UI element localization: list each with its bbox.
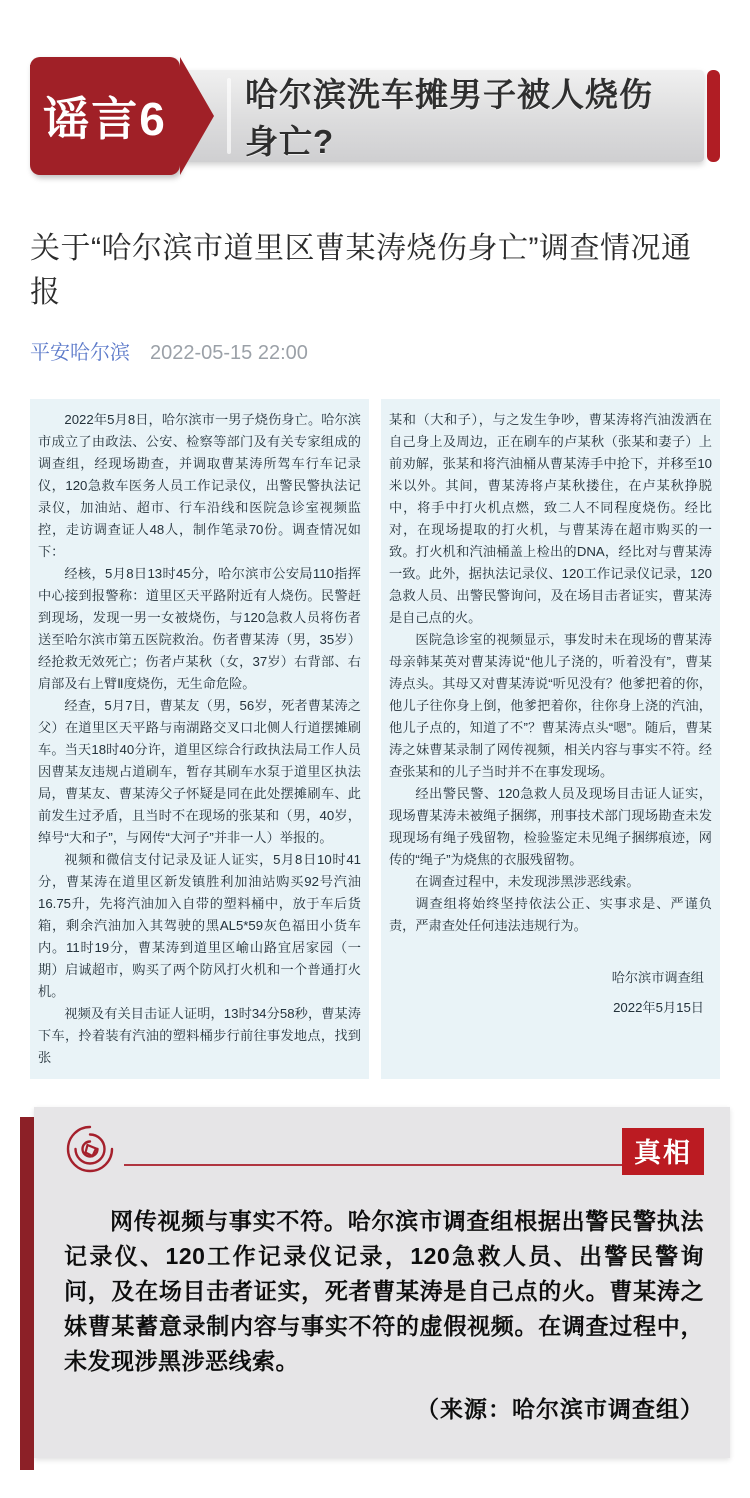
notice-left-column xyxy=(30,399,369,1079)
notice-paragraph: 医院急诊室的视频显示，事发时未在现场的曹某涛母亲韩某英对曹某涛说“他儿子浇的，听着没有”，曹某涛点头。其母又对曹某涛说“听见没有？他爹把着的你，他儿子往你身上倒，他爹把着你，往你身上浇的汽油，他儿子点的，知道了不”？曹某涛点头“嗯”。随后，曹某涛之妹曹某录制了网传视频，相关内容与事实不符。经查张某和的儿子当时并不在事发现场。 xyxy=(389,632,712,779)
notice-paragraph: 视频和微信支付记录及证人证实，5月8日10时41分，曹某涛在道里区新发镇胜利加油站购买92号汽油16.75升，先将汽油加入自带的塑料桶中，放于车后货箱，剩余汽油加入其驾驶的黑AL5*59灰色福田小货车内。11时19分，曹某涛到道里区崳山路宜居家园（一期）启诚超市，购买了两个防风打火机和一个普通打火机。 xyxy=(38,852,361,999)
banner-red-endcap xyxy=(707,70,720,162)
notice-right-column xyxy=(381,399,720,1079)
signature-line: 哈尔滨市调查组 xyxy=(611,970,704,985)
notice-paragraph: 2022年5月8日，哈尔滨市一男子烧伤身亡。哈尔滨市成立了由政法、公安、检察等部门及有关专家组成的调查组，经现场勘查，并调取曹某涛所驾车行车记录仪，120急救车医务人员工作记录仪，出警民警执法记录仪，加油站、超市、行车沿线和医院急诊室视频监控，走访调查证人48人，制作笔录70份。调查情况如下： xyxy=(38,412,361,559)
truth-source: （来源：哈尔滨市调查组） xyxy=(416,1396,704,1422)
right-column-paragraphs xyxy=(389,409,712,937)
rumor-banner xyxy=(30,57,720,175)
byline xyxy=(30,336,720,365)
page xyxy=(0,57,750,1498)
rumor-question-title: 哈尔滨洗车摊男子被人烧伤身亡? xyxy=(245,76,653,160)
truth-badge: 真相 xyxy=(622,1128,704,1175)
rumor-number-box xyxy=(30,57,180,175)
notice-paragraph: 经查，5月7日，曹某友（男，56岁，死者曹某涛之父）在道里区天平路与南湖路交叉口北侧人行道摆摊刷车。当天18时40分许，道里区综合行政执法局工作人员因曹某友违规占道刷车，暂存其刷车水泵于道里区执法局，曹某友、曹某涛父子怀疑是同在此处摆摊刷车、此前发生过矛盾，且当时不在现场的张某和（男，40岁，绰号“大和子”，与网传“大河子”并非一人）举报的。 xyxy=(38,698,361,845)
notice-paragraph: 经核，5月8日13时45分，哈尔滨市公安局110指挥中心接到报警称：道里区天平路附近有人烧伤。民警赶到现场，发现一男一女被烧伤，与120急救人员将伤者送至哈尔滨市第五医院救治。伤者曹某涛（男，35岁）经抢救无效死亡；伤者卢某秋（女，37岁）右背部、右肩部及右上臂Ⅱ度烧伤，无生命危险。 xyxy=(38,566,361,691)
truth-left-red-stripe xyxy=(20,1117,34,1470)
notice-paragraph: 某和（大和子），与之发生争吵，曹某涛将汽油泼洒在自己身上及周边，正在刷车的卢某秋（张某和妻子）上前劝解，张某和将汽油桶从曹某涛手中抢下，并移至10米以外。其间，曹某涛将卢某秋搂住，在卢某秋挣脱中，将手中打火机点燃，致二人不同程度烧伤。经比对，在现场提取的打火机，与曹某涛在超市购买的一致。打火机和汽油桶盖上检出的DNA，经比对与曹某涛一致。此外，据执法记录仪、120工作记录仪记录，120急救人员、出警民警询问，及在场目击者证实，曹某涛是自己点的火。 xyxy=(389,412,712,625)
truth-section xyxy=(34,1107,730,1458)
notice-paragraph: 视频及有关目击证人证明，13时34分58秒，曹某涛下车，拎着装有汽油的塑料桶步行前往事发地点，找到张 xyxy=(38,1006,361,1065)
notice-paragraph: 调查组将始终坚持依法公正、实事求是、严谨负责，严肃查处任何违法违规行为。 xyxy=(389,896,712,933)
truth-divider-line xyxy=(124,1164,624,1166)
page-title: 关于“哈尔滨市道里区曹某涛烧伤身亡”调查情况通报 xyxy=(30,232,692,309)
truth-box xyxy=(34,1107,730,1458)
publish-timestamp: 2022-05-15 22:00 xyxy=(150,342,308,364)
notice-paragraph: 经出警民警、120急救人员及现场目击证人证实，现场曹某涛未被绳子捆绑，刑事技术部门现场勘查未发现现场有绳子残留物，检验鉴定未见绳子捆绑痕迹，网传的“绳子”为烧焦的衣服残留物。 xyxy=(389,786,712,867)
publisher-account-link[interactable]: 平安哈尔滨 xyxy=(30,342,130,364)
signature-block xyxy=(389,963,712,1023)
notice-body xyxy=(30,399,720,1079)
notice-paragraph: 在调查过程中，未发现涉黑涉恶线索。 xyxy=(415,874,640,889)
truth-statement: 网传视频与事实不符。哈尔滨市调查组根据出警民警执法记录仪、120工作记录仪记录，120急救人员、出警民警询问，及在场目击者证实，死者曹某涛是自己点的火。曹某涛之妹曹某蓄意录制内容与事实不符的虚假视频。在调查过程中，未发现涉黑涉恶线索。 xyxy=(64,1208,704,1374)
rumor-buster-spiral-icon xyxy=(64,1123,116,1180)
signature-line: 2022年5月15日 xyxy=(613,1000,704,1015)
banner-divider xyxy=(227,78,231,154)
truth-header xyxy=(64,1123,704,1180)
rumor-number-label: 谣言6 xyxy=(43,93,167,145)
